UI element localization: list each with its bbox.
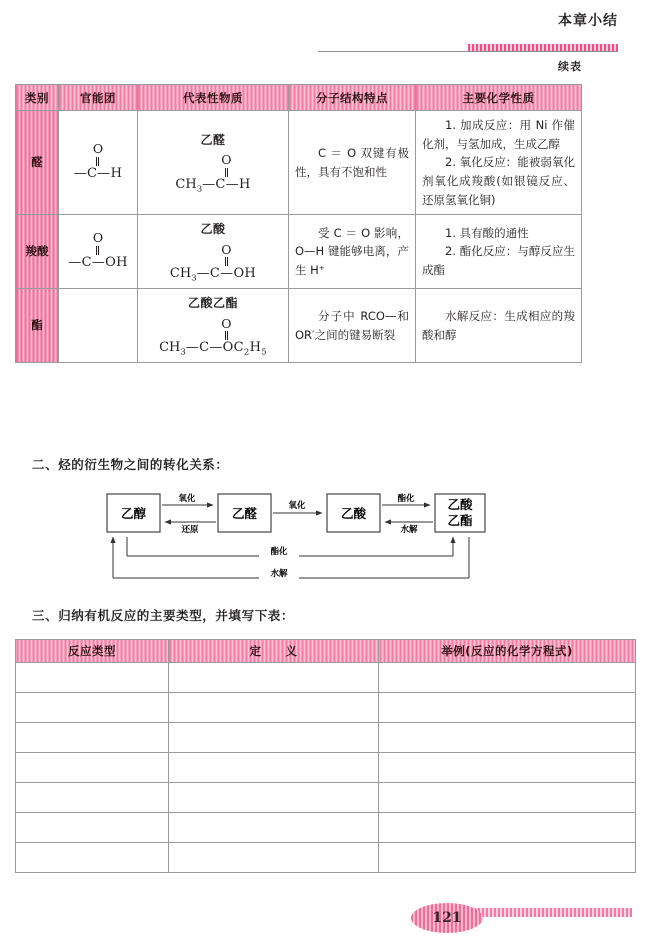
empty-cell[interactable] bbox=[379, 693, 636, 723]
table-row bbox=[16, 723, 636, 753]
reaction-types-table bbox=[15, 639, 636, 873]
edge-label-esterification-1: 酯化 bbox=[397, 494, 415, 504]
double-bond-icon bbox=[96, 157, 99, 166]
section2-heading: 二、烃的衍生物之间的转化关系： bbox=[32, 457, 229, 472]
functional-groups-table bbox=[15, 84, 582, 363]
cell-substance-acetaldehyde bbox=[138, 111, 289, 215]
table-header-row bbox=[16, 85, 582, 111]
functional-groups-table-wrapper bbox=[15, 84, 581, 363]
cell-group-carboxylic-acid bbox=[59, 215, 138, 289]
double-bond-icon bbox=[225, 257, 228, 266]
cell-structure-carboxylic-acid: 受 C ＝ O 影响，O—H 键能够电离，产生 H⁺ bbox=[289, 215, 416, 289]
edge-label-hydrolysis-2: 水解 bbox=[270, 569, 288, 579]
table-row bbox=[16, 693, 636, 723]
empty-cell[interactable] bbox=[379, 783, 636, 813]
cell-properties-carboxylic-acid: 1. 具有酸的通性 2. 酯化反应：与醇反应生成酯 bbox=[416, 215, 582, 289]
table-header-row bbox=[16, 640, 636, 663]
cell-group-ester-empty bbox=[59, 289, 138, 363]
col-header-example: 举例(反应的化学方程式) bbox=[379, 640, 636, 663]
node-label-ethyl-acetate-line1: 乙酸 bbox=[447, 497, 473, 512]
cell-structure-ester: 分子中 RCO—和 OR′之间的键易断裂 bbox=[289, 289, 416, 363]
cell-substance-acetic-acid bbox=[138, 215, 289, 289]
empty-cell[interactable] bbox=[169, 723, 379, 753]
empty-cell[interactable] bbox=[379, 813, 636, 843]
reaction-types-table-wrapper bbox=[15, 639, 635, 873]
cell-category-aldehyde: 醛 bbox=[16, 111, 59, 215]
formula-ethyl-acetate: $CH_3$ O $—C—OC_2H_5$ bbox=[159, 315, 267, 358]
table-row bbox=[16, 111, 582, 215]
edge-label-oxidation-1: 氧化 bbox=[178, 494, 196, 504]
page-footer bbox=[0, 900, 650, 940]
col-header-representative-substance: 代表性物质 bbox=[138, 85, 289, 111]
cell-properties-ester: 水解反应：生成相应的羧酸和醇 bbox=[416, 289, 582, 363]
cell-category-carboxylic-acid: 羧酸 bbox=[16, 215, 59, 289]
table-row bbox=[16, 783, 636, 813]
formula-acetic-acid: $CH_3$ O —C—OH bbox=[169, 241, 257, 284]
header-rule bbox=[318, 44, 618, 52]
col-header-definition: 定 义 bbox=[169, 640, 379, 663]
table-row bbox=[16, 663, 636, 693]
page-number: 121 bbox=[432, 910, 462, 926]
section3-heading: 三、归纳有机反应的主要类型，并填写下表： bbox=[32, 608, 295, 623]
table-row bbox=[16, 843, 636, 873]
cell-category-ester: 酯 bbox=[16, 289, 59, 363]
cell-structure-aldehyde: C ＝ O 双键有极性，具有不饱和性 bbox=[289, 111, 416, 215]
col-header-reaction-type: 反应类型 bbox=[16, 640, 169, 663]
running-head: 本章小结 bbox=[558, 13, 618, 29]
empty-cell[interactable] bbox=[169, 693, 379, 723]
table-row bbox=[16, 753, 636, 783]
formula-carboxyl-group: O —C—OH bbox=[68, 230, 128, 270]
node-label-ethanol: 乙醇 bbox=[120, 506, 147, 521]
continued-table-label: 续表 bbox=[558, 60, 582, 73]
header-striped-bar bbox=[468, 44, 618, 51]
empty-cell[interactable] bbox=[379, 663, 636, 693]
empty-cell[interactable] bbox=[16, 723, 169, 753]
table-row bbox=[16, 289, 582, 363]
edge-label-reduction: 还原 bbox=[181, 525, 199, 535]
header-thin-line bbox=[318, 51, 618, 52]
double-bond-icon bbox=[225, 168, 228, 177]
node-label-ethyl-acetate-line2: 乙酯 bbox=[447, 513, 473, 528]
empty-cell[interactable] bbox=[16, 693, 169, 723]
table-row bbox=[16, 215, 582, 289]
empty-cell[interactable] bbox=[16, 753, 169, 783]
empty-cell[interactable] bbox=[16, 843, 169, 873]
substance-name-acetic-acid: 乙酸 bbox=[200, 222, 226, 237]
empty-cell[interactable] bbox=[169, 813, 379, 843]
cell-group-aldehyde bbox=[59, 111, 138, 215]
empty-cell[interactable] bbox=[169, 753, 379, 783]
double-bond-icon bbox=[225, 331, 228, 340]
cell-substance-ethyl-acetate bbox=[138, 289, 289, 363]
reaction-types-table-body bbox=[16, 663, 636, 873]
node-label-acetaldehyde: 乙醛 bbox=[231, 506, 258, 521]
col-header-molecular-structure: 分子结构特点 bbox=[289, 85, 416, 111]
empty-cell[interactable] bbox=[16, 813, 169, 843]
substance-name-ethyl-acetate: 乙酸乙酯 bbox=[187, 296, 238, 311]
table-row bbox=[16, 813, 636, 843]
empty-cell[interactable] bbox=[379, 843, 636, 873]
empty-cell[interactable] bbox=[169, 663, 379, 693]
empty-cell[interactable] bbox=[379, 723, 636, 753]
double-bond-icon bbox=[96, 246, 99, 255]
transformation-flow-diagram bbox=[105, 488, 545, 593]
col-header-functional-group: 官能团 bbox=[59, 85, 138, 111]
formula-aldehyde-group: O —C—H bbox=[73, 141, 123, 181]
formula-acetaldehyde: $CH_3$ O —C—H bbox=[175, 152, 251, 195]
edge-label-oxidation-2: 氧化 bbox=[288, 501, 306, 511]
empty-cell[interactable] bbox=[379, 753, 636, 783]
cell-properties-aldehyde: 1. 加成反应：用 Ni 作催化剂，与氢加成，生成乙醇 2. 氧化反应：能被弱氧化剂氧化成羧酸(如银镜反应、还原氢氧化铜) bbox=[416, 111, 582, 215]
edge-label-hydrolysis-1: 水解 bbox=[400, 525, 418, 535]
col-header-category: 类别 bbox=[16, 85, 59, 111]
col-header-chemical-properties: 主要化学性质 bbox=[416, 85, 582, 111]
empty-cell[interactable] bbox=[169, 843, 379, 873]
node-label-acetic-acid: 乙酸 bbox=[340, 506, 367, 521]
empty-cell[interactable] bbox=[169, 783, 379, 813]
empty-cell[interactable] bbox=[16, 783, 169, 813]
empty-cell[interactable] bbox=[16, 663, 169, 693]
edge-label-esterification-2: 酯化 bbox=[270, 547, 288, 557]
substance-name-acetaldehyde: 乙醛 bbox=[200, 133, 226, 148]
